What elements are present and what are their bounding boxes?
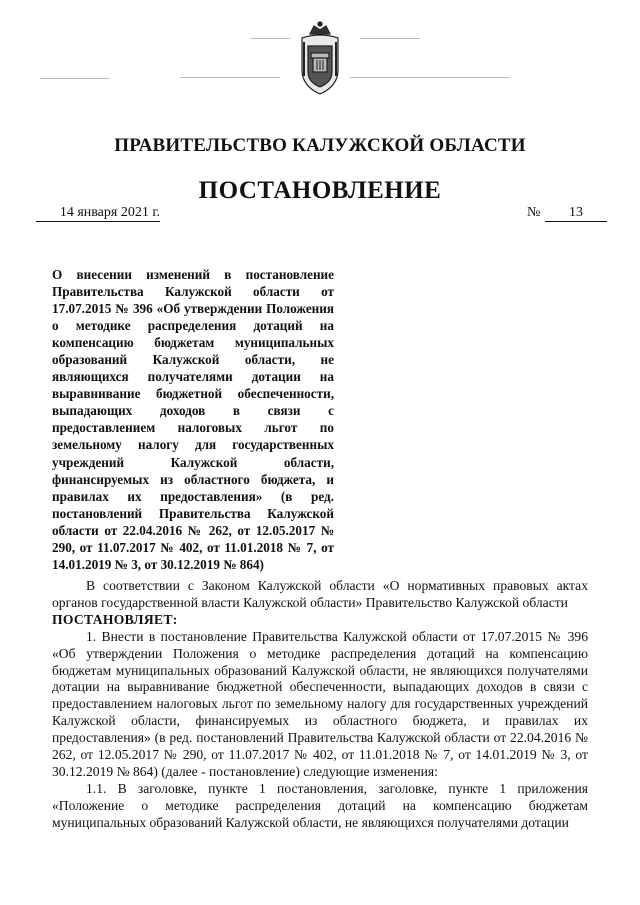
scan-artifact xyxy=(180,77,280,78)
scan-artifact xyxy=(360,38,420,39)
document-date: 14 января 2021 г. xyxy=(36,205,160,222)
item-1-paragraph: 1. Внести в постановление Правительства Калужской области от 17.07.2015 № 396 «Об утверждении Положения о методике распределения дотаций на компенсацию бюджетам муниципальных образований Калужской области, не являющихся получателями дотации на выравнивание бюджетной обеспеченности, выпадающих доходов в связи с предоставлением налоговых льгот по земельному налогу для государственных учреждений Калужской области, финансируемых из областного бюджета, и правилах их предоставления» (в ред. постановлений Правительства Калужской области от 22.04.2016 № 262, от 12.05.2017 № 290, от 11.07.2017 № 402, от 11.01.2018 № 7, от 14.01.2019 № 3, от 30.12.2019 № 864) (далее - постановление) следующие изменения: xyxy=(52,628,588,779)
government-title: ПРАВИТЕЛЬСТВО КАЛУЖСКОЙ ОБЛАСТИ xyxy=(114,135,526,156)
document-subject: О внесении изменений в постановление Правительства Калужской области от 17.07.2015 № 396 «Об утверждении Положения о методике распределения дотаций на компенсацию бюджетам муниципальных образований Калужской области, не являющихся получателями дотации на выравнивание бюджетной обеспеченности, выпадающих доходов в связи с предоставлением налоговых льгот по земельному налогу для государственных учреждений Калужской области, финансируемых из областного бюджета, и правилах их предоставления» (в ред. постановлений Правительства Калужской области от 22.04.2016 № 262, от 12.05.2017 № 290, от 11.07.2017 № 402, от 11.01.2018 № 7, от 14.01.2019 № 3, от 30.12.2019 № 864) xyxy=(52,267,334,572)
document-number: 13 xyxy=(545,205,607,222)
document-body xyxy=(52,578,588,832)
decree-word: ПОСТАНОВЛЯЕТ: xyxy=(52,611,178,627)
document-number-label: № xyxy=(527,205,541,220)
coat-of-arms-icon xyxy=(296,20,344,98)
scan-artifact xyxy=(250,38,290,39)
scan-artifact xyxy=(40,78,110,79)
document-type-heading: ПОСТАНОВЛЕНИЕ xyxy=(198,177,442,204)
preamble-paragraph: В соответствии с Законом Калужской области «О нормативных правовых актах органов государственной власти Калужской области» Правительство Калужской области xyxy=(52,578,588,610)
scan-artifact xyxy=(350,77,510,78)
item-1-1-paragraph: 1.1. В заголовке, пункте 1 постановления, заголовке, пункте 1 приложения «Положение о методике распределения дотаций на компенсацию бюджетам муниципальных образований Калужской области, не являющихся получателями дотации xyxy=(52,780,588,830)
